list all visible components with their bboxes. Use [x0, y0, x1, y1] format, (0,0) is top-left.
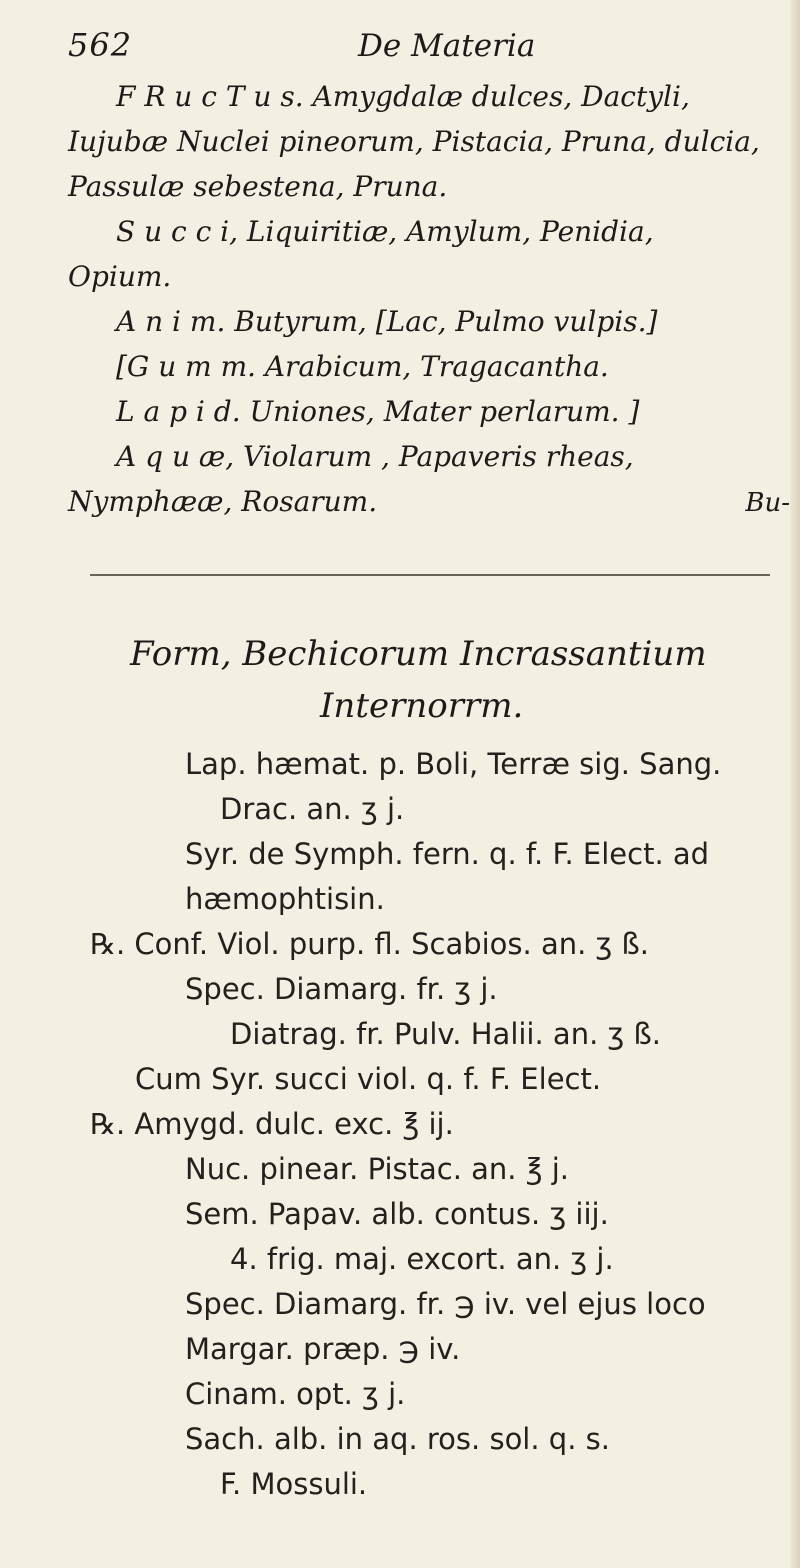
entry-line: Nymphææ, Rosarum.	[68, 485, 378, 518]
recipe-line: F. Mossuli.	[220, 1467, 368, 1501]
recipe-line: Sach. alb. in aq. ros. sol. q. s.	[185, 1422, 610, 1456]
section-title	[130, 628, 770, 732]
recipe-line: Syr. de Symph. fern. q. f. F. Elect. ad	[185, 837, 710, 871]
entry-line: Passulæ sebestena, Pruna.	[68, 170, 448, 203]
recipe-line: Margar. præp. ℈ iv.	[185, 1332, 461, 1366]
catchword: Bu-	[745, 488, 790, 518]
recipe-line: 4. frig. maj. excort. an. ʒ j.	[230, 1242, 614, 1276]
entry-line: L a p i d. Uniones, Mater perlarum. ]	[116, 395, 640, 428]
recipe-line: Nuc. pinear. Pistac. an. ℥ j.	[185, 1152, 569, 1186]
running-title: De Materia	[358, 28, 536, 64]
section-title-line1: Form, Bechicorum Incrassantium	[130, 634, 707, 674]
section-divider	[90, 574, 770, 576]
section-title-line2: Internorrm.	[320, 686, 524, 726]
recipe-line: Cum Syr. succi viol. q. f. F. Elect.	[135, 1062, 602, 1096]
entry-aquae	[68, 434, 788, 524]
entry-line: S u c c i, Liquiritiæ, Amylum, Penidia,	[116, 215, 654, 248]
entry-gumm	[68, 344, 788, 389]
entry-anim	[68, 299, 788, 344]
recipe-line: Lap. hæmat. p. Boli, Terræ sig. Sang.	[185, 747, 722, 781]
recipe-line: ℞. Conf. Viol. purp. fl. Scabios. an. ʒ ß.	[90, 927, 650, 961]
recipe-line: Diatrag. fr. Pulv. Halii. an. ʒ ß.	[230, 1017, 661, 1051]
entry-line: F R u c T u s. Amygdalæ dulces, Dactyli,	[116, 80, 690, 113]
materia-list	[68, 18, 788, 524]
page-header	[68, 18, 788, 74]
recipe-line: hæmophtisin.	[185, 882, 385, 916]
recipe-block	[90, 742, 790, 1507]
entry-line: A q u æ, Violarum , Papaveris rheas,	[116, 440, 634, 473]
recipe-line: Sem. Papav. alb. contus. ʒ iij.	[185, 1197, 609, 1231]
entry-line: Iujubæ Nuclei pineorum, Pistacia, Pruna, dulcia,	[68, 125, 760, 158]
recipe-line: ℞. Amygd. dulc. exc. ℥ ij.	[90, 1107, 454, 1141]
entry-line: [G u m m. Arabicum, Tragacantha.	[116, 350, 609, 383]
entry-succi	[68, 209, 788, 299]
recipe-line: Spec. Diamarg. fr. ℈ iv. vel ejus loco	[185, 1287, 706, 1321]
page-number: 562	[68, 26, 133, 64]
recipe-line: Cinam. opt. ʒ j.	[185, 1377, 406, 1411]
recipe-line: Drac. an. ʒ j.	[220, 792, 405, 826]
page-edge	[790, 0, 800, 1568]
recipe-line: Spec. Diamarg. fr. ʒ j.	[185, 972, 498, 1006]
entry-line: Opium.	[68, 260, 172, 293]
entry-line: A n i m. Butyrum, [Lac, Pulmo vulpis.]	[116, 305, 658, 338]
entry-fructus	[68, 74, 788, 209]
entry-lapid	[68, 389, 788, 434]
